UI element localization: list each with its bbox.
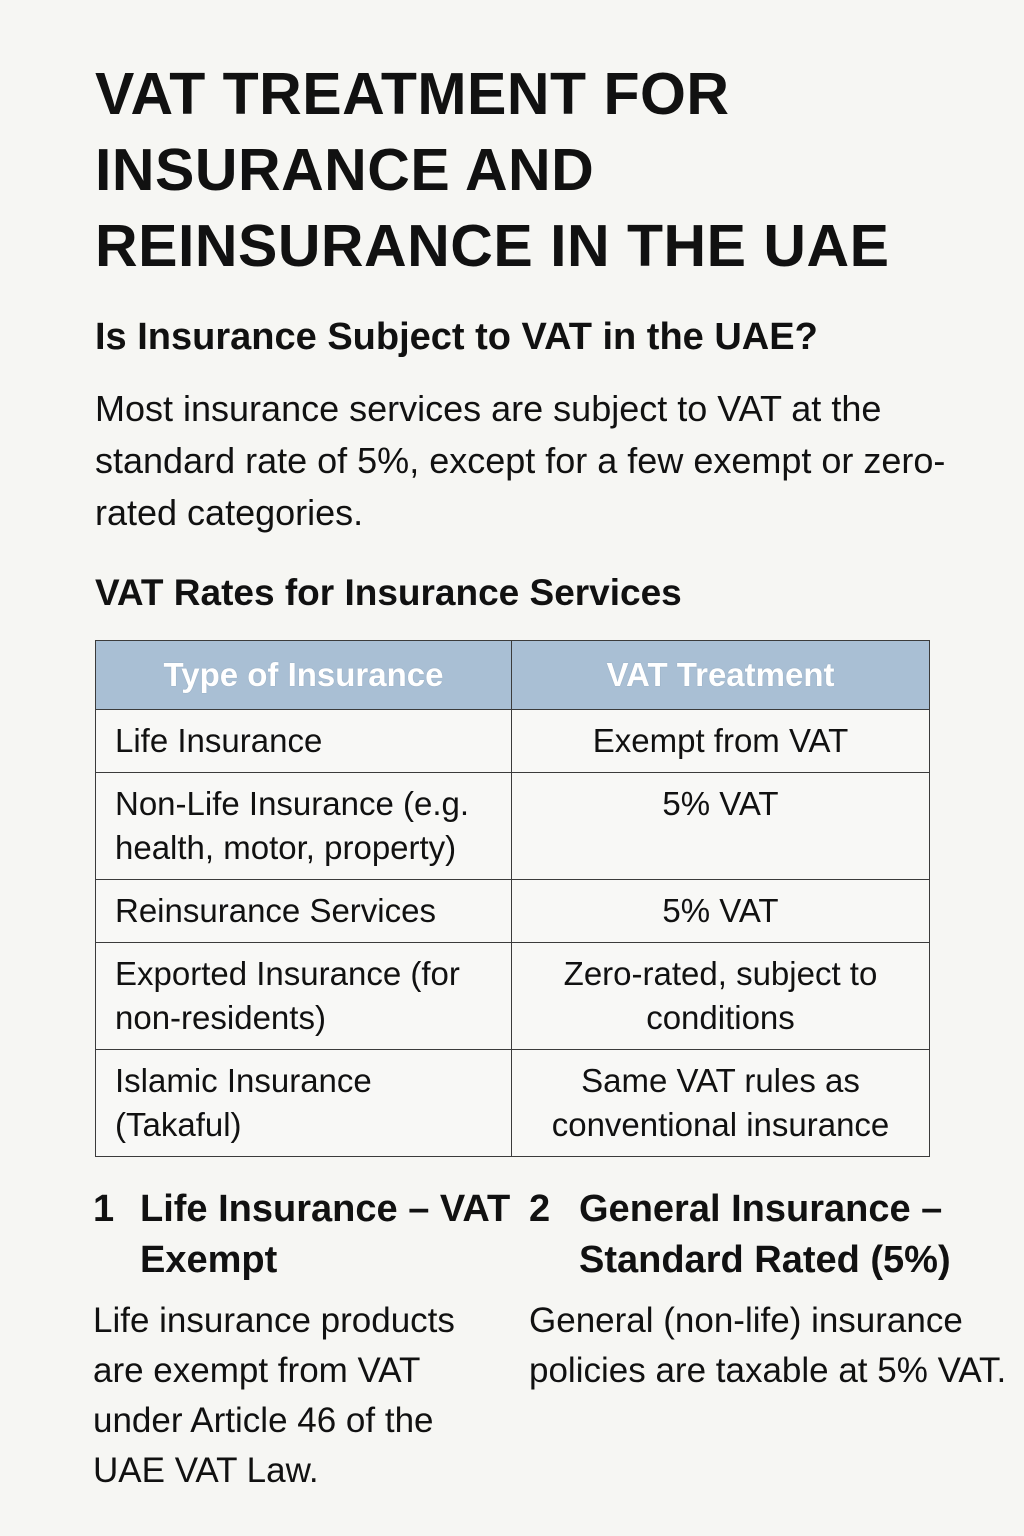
section-body: Life insurance products are exempt from VAT under Article 46 of the UAE VAT Law. [93, 1301, 455, 1490]
vat-treatment-cell: Same VAT rules as conventional insurance [512, 1050, 930, 1157]
section-heading [93, 1184, 513, 1286]
table-heading: VAT Rates for Insurance Services [95, 572, 682, 613]
section-number: 1 [93, 1188, 115, 1230]
table-row [96, 943, 930, 1050]
question-heading: Is Insurance Subject to VAT in the UAE? [95, 316, 818, 358]
section-life-insurance [93, 1184, 513, 1496]
table-row [96, 773, 930, 880]
insurance-type-cell: Reinsurance Services [96, 880, 512, 943]
insurance-type-cell: Islamic Insurance (Takaful) [96, 1050, 512, 1157]
insurance-type-cell: Life Insurance [96, 710, 512, 773]
insurance-type-cell: Exported Insurance (for non-residents) [96, 943, 512, 1050]
column-header-type: Type of Insurance [96, 641, 512, 710]
section-number: 2 [529, 1188, 551, 1230]
table-row [96, 710, 930, 773]
insurance-type-cell: Non-Life Insurance (e.g. health, motor, property) [96, 773, 512, 880]
section-heading [529, 1184, 1009, 1286]
column-header-treatment: VAT Treatment [512, 641, 930, 710]
section-title: Life Insurance – VAT Exempt [140, 1188, 511, 1281]
section-body: General (non-life) insurance policies are taxable at 5% VAT. [529, 1301, 1007, 1390]
page-title: VAT TREATMENT FOR INSURANCE AND REINSURANCE IN THE UAE [95, 61, 890, 279]
table-row [96, 1050, 930, 1157]
section-general-insurance [529, 1184, 1009, 1396]
table-row [96, 880, 930, 943]
vat-treatment-cell: Exempt from VAT [512, 710, 930, 773]
section-title: General Insurance – Standard Rated (5%) [579, 1188, 951, 1281]
vat-treatment-cell: 5% VAT [512, 880, 930, 943]
vat-treatment-cell: Zero-rated, subject to conditions [512, 943, 930, 1050]
vat-treatment-cell: 5% VAT [512, 773, 930, 880]
intro-paragraph: Most insurance services are subject to VAT at the standard rate of 5%, except for a few exempt or zero-rated categories. [95, 388, 946, 533]
table-header-row [96, 641, 930, 710]
vat-rates-table [95, 640, 930, 1157]
